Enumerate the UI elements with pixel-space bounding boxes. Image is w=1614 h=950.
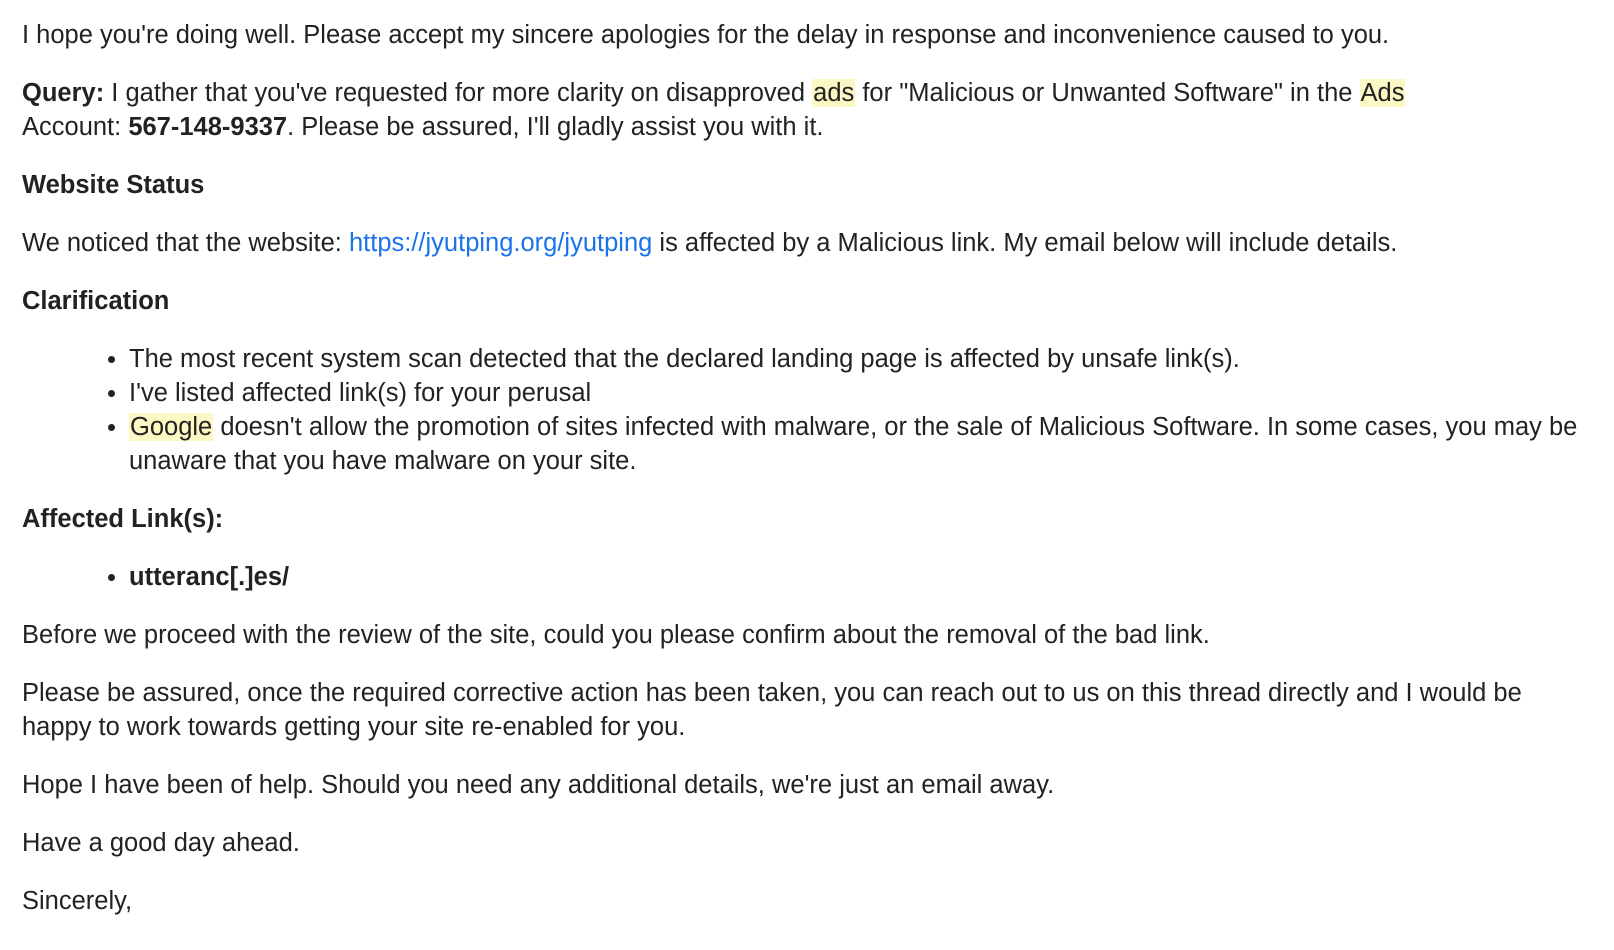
- affected-link: utteranc[.]es/: [129, 563, 290, 591]
- assurance-text: Please be assured, once the required corrective action has been taken, you can reach out to us on this thread directly and I would be happy to work towards getting your site re-enabled for you.: [22, 679, 1522, 741]
- query-text: Account:: [22, 113, 129, 141]
- clarification-list: [22, 342, 1592, 478]
- greeting-text: I hope you're doing well. Please accept my sincere apologies for the delay in response and inconvenience caused to you.: [22, 21, 1390, 49]
- clarification-item-2: I've listed affected link(s) for your perusal: [129, 379, 592, 407]
- review-request-text: Before we proceed with the review of the site, could you please confirm about the removal of the bad link.: [22, 621, 1210, 649]
- query-paragraph: [22, 76, 1592, 144]
- query-text: for "Malicious or Unwanted Software" in the: [855, 79, 1360, 107]
- highlight-ads-capital: Ads: [1360, 79, 1405, 107]
- highlight-google: Google: [130, 413, 213, 441]
- clarification-item-3: doesn't allow the promotion of sites infected with malware, or the sale of Malicious Software. In some cases, you may be unaware that you have malware on your site.: [129, 413, 1578, 475]
- affected-links-list: [22, 560, 1592, 594]
- website-status-heading: Website Status: [22, 171, 205, 199]
- affected-links-heading: Affected Link(s):: [22, 505, 224, 533]
- website-status-text: We noticed that the website:: [22, 229, 349, 257]
- help-text: Hope I have been of help. Should you need any additional details, we're just an email away.: [22, 771, 1055, 799]
- highlight-ads: ads: [813, 79, 855, 107]
- farewell-paragraph: [22, 826, 1592, 860]
- greeting-paragraph: [22, 18, 1592, 52]
- website-status-text: is affected by a Malicious link. My email below will include details.: [652, 229, 1398, 257]
- help-paragraph: [22, 768, 1592, 802]
- signoff-paragraph: [22, 884, 1592, 918]
- website-status-paragraph: [22, 226, 1592, 260]
- list-item: [129, 560, 1592, 594]
- query-label: Query:: [22, 79, 105, 107]
- farewell-text: Have a good day ahead.: [22, 829, 300, 857]
- email-body: [22, 18, 1592, 942]
- clarification-heading: Clarification: [22, 287, 170, 315]
- clarification-item-1: The most recent system scan detected that the declared landing page is affected by unsafe link(s).: [129, 345, 1240, 373]
- list-item: [129, 342, 1592, 376]
- list-item: [129, 410, 1592, 478]
- assurance-paragraph: [22, 676, 1592, 744]
- signoff-text: Sincerely,: [22, 887, 133, 915]
- review-request-paragraph: [22, 618, 1592, 652]
- list-item: [129, 376, 1592, 410]
- query-text: I gather that you've requested for more clarity on disapproved: [104, 79, 813, 107]
- query-text: . Please be assured, I'll gladly assist you with it.: [287, 113, 824, 141]
- account-id: 567-148-9337: [128, 113, 288, 141]
- website-link[interactable]: https://jyutping.org/jyutping: [348, 229, 653, 257]
